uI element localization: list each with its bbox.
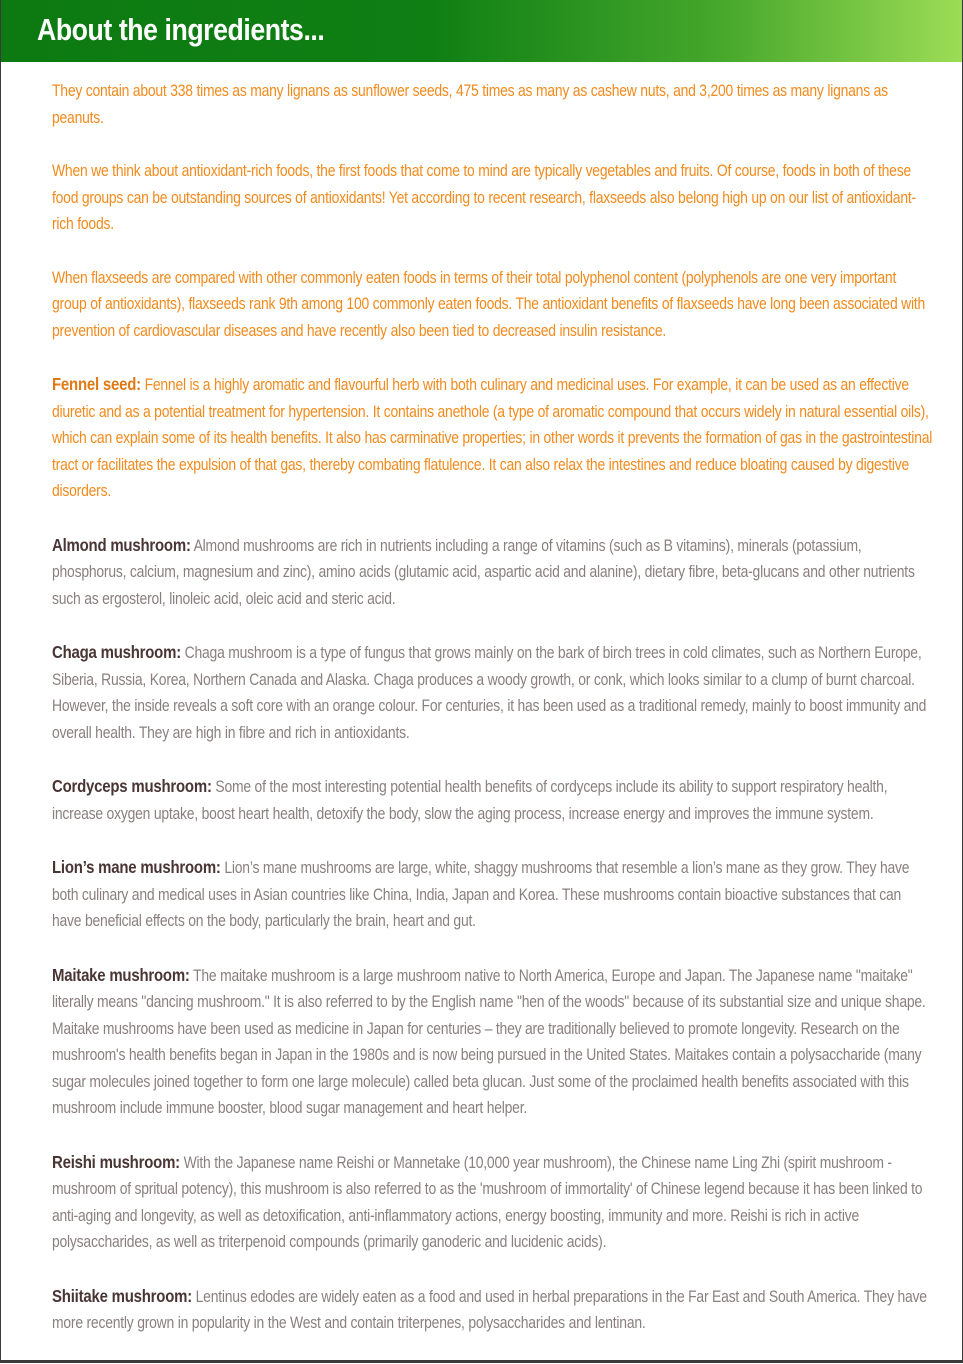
almond-mushroom-entry [52,532,933,613]
fennel-seed-text: Fennel is a highly aromatic and flavourful herb with both culinary and medicinal uses. For example, it can be used as an effective diuretic and as a potential treatment for hypertension. It contains anethole (a type of aromatic compound that occurs widely in natural essential oils), which can explain some of its health benefits. It also has carminative properties; in other words it prevents the formation of gas in the gastrointestinal tract or facilitates the expulsion of that gas, thereby combating flatulence. It can also relax the intestines and reduce bloating caused by digestive disorders. [52,376,933,500]
almond-mushroom-text: Almond mushrooms are rich in nutrients including a range of vitamins (such as B vitamins), minerals (potassium, phosphorus, calcium, magnesium and zinc), amino acids (glutamic acid, aspartic acid and alanine), dietary fibre, beta-glucans and other nutrients such as ergosterol, linoleic acid, oleic acid and steric acid. [52,536,915,608]
article-body [52,78,933,1364]
chaga-mushroom-heading: Chaga mushroom: [52,642,181,662]
fennel-seed-entry [52,371,933,505]
maitake-mushroom-heading: Maitake mushroom: [52,964,190,985]
reishi-mushroom-heading: Reishi mushroom: [52,1151,180,1172]
shiitake-mushroom-text: Lentinus edodes are widely eaten as a food and used in herbal preparations in the Far East and South America. They have more recently grown in popularity in the West and contain triterpenes, polysaccharides and lentinan. [52,1287,927,1332]
lignans-paragraph: They contain about 338 times as many lignans as sunflower seeds, 475 times as many as cashew nuts, and 3,200 times as many lignans as peanuts. [52,82,888,127]
maitake-mushroom-entry [52,962,933,1122]
chaga-mushroom-entry [52,639,933,746]
cordyceps-mushroom-text: Some of the most interesting potential health benefits of cordyceps include its ability to support respiratory health, increase oxygen uptake, boost heart health, detoxify the body, slow the aging process, increase energy and improves the immune system. [52,778,888,823]
reishi-mushroom-entry [52,1149,933,1256]
antioxidant-foods-paragraph: When we think about antioxidant-rich foods, the first foods that come to mind are typically vegetables and fruits. Of course, foods in both of these food groups can be outstanding sources of antioxidants! Yet according to recent research, flaxseeds also belong high up on our list of antioxidant-rich foods. [52,162,916,233]
lions-mane-mushroom-entry [52,854,933,935]
lions-mane-mushroom-text: Lion’s mane mushrooms are large, white, shaggy mushrooms that resemble a lion’s mane as they grow. They have both culinary and medical uses in Asian countries like China, India, Japan and Korea. These mushrooms contain bioactive substances that can have beneficial effects on the body, particularly the brain, heart and gut. [52,859,910,930]
shiitake-mushroom-entry [52,1283,933,1337]
cordyceps-mushroom-heading: Cordyceps mushroom: [52,776,212,796]
maitake-mushroom-text: The maitake mushroom is a large mushroom native to North America, Europe and Japan. The Japanese name "maitake" literally means "dancing mushroom." It is also referred to by the English name "hen of the woods" because of its substantial size and unique shape. Maitake mushrooms have been used as medicine in Japan for centuries – they are traditionally believed to promote longevity. Research on the mushroom's health benefits began in Japan in the 1980s and is now being pursued in the United States. Maitakes contain a polysaccharide (many sugar molecules joined together to form one large molecule) called beta glucan. Just some of the proclaimed health benefits associated with this mushroom include immune booster, blood sugar management and heart helper. [52,966,926,1117]
page-title: About the ingredients... [37,12,325,47]
header-banner [1,0,962,62]
shiitake-mushroom-heading: Shiitake mushroom: [52,1285,192,1306]
polyphenol-paragraph: When flaxseeds are compared with other commonly eaten foods in terms of their total polyphenol content (polyphenols are one very important group of antioxidants), flaxseeds rank 9th among 100 commonly eaten foods. The antioxidant benefits of flaxseeds have long been associated with prevention of cardiovascular diseases and have recently also been tied to decreased insulin resistance. [52,268,926,340]
lions-mane-mushroom-heading: Lion’s mane mushroom: [52,857,221,877]
fennel-seed-heading: Fennel seed: [52,374,141,394]
almond-mushroom-heading: Almond mushroom: [52,534,191,555]
chaga-mushroom-text: Chaga mushroom is a type of fungus that grows mainly on the bark of birch trees in cold climates, such as Northern Europe, Siberia, Russia, Korea, Northern Canada and Alaska. Chaga produces a woody growth, or conk, which looks similar to a clump of burnt charcoal. However, the inside reveals a soft core with an orange colour. For centuries, it has been used as a traditional remedy, mainly to boost immunity and overall health. They are high in fibre and rich in antioxidants. [52,644,927,742]
reishi-mushroom-text: With the Japanese name Reishi or Mannetake (10,000 year mushroom), the Chinese name Ling Zhi (spirit mushroom - mushroom of spritual potency), this mushroom is also referred to as the 'mushroom of immortality' of Chinese legend because it has been linked to anti-aging and longevity, as well as detoxification, anti-inflammatory actions, energy boosting, immunity and more. Reishi is rich in active polysaccharides, as well as triterpenoid compounds (primarily ganoderic and lucidenic acids). [52,1153,923,1251]
cordyceps-mushroom-entry [52,773,933,827]
